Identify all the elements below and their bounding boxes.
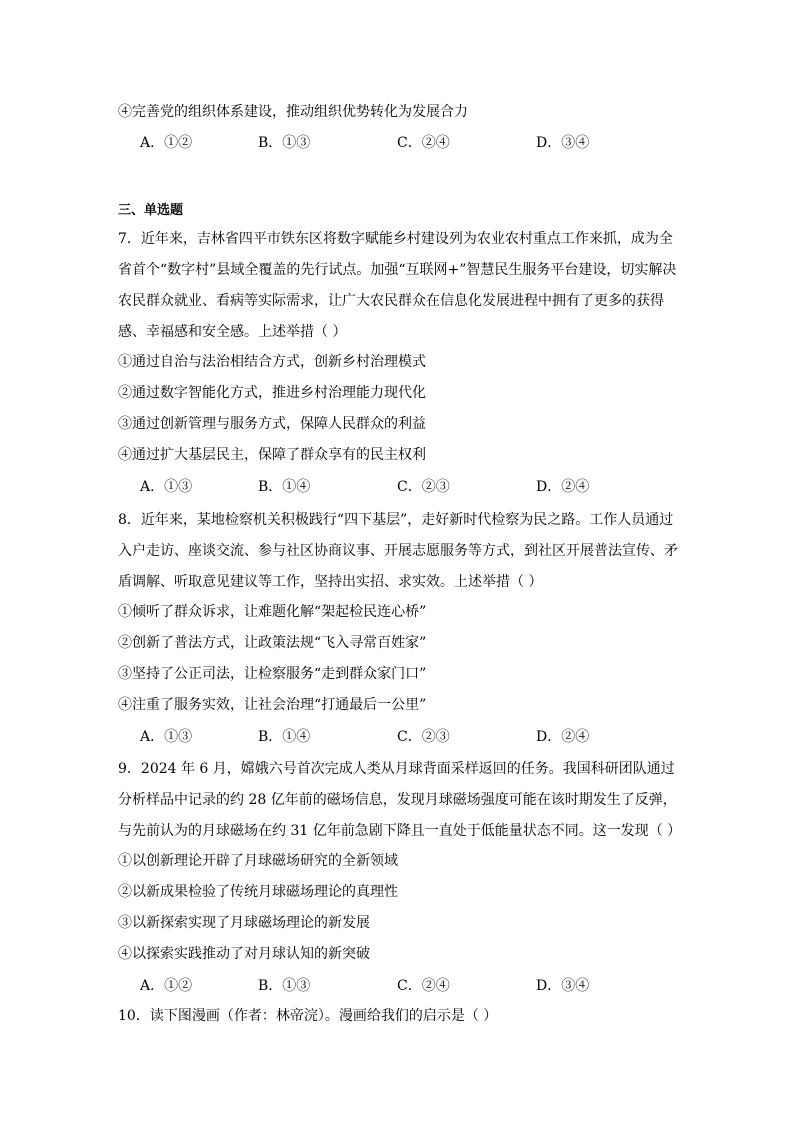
- q7-option-4: ④通过扩大基层民主，保障了群众享有的民主权利: [118, 447, 426, 463]
- choice-d[interactable]: D．②④: [536, 729, 590, 745]
- choice-b[interactable]: B．①③: [258, 135, 311, 151]
- choice-d[interactable]: D．③④: [536, 135, 590, 151]
- q7-option-3: ③通过创新管理与服务方式，保障人民群众的利益: [118, 416, 426, 432]
- q8-option-1: ①倾听了群众诉求，让难题化解“架起检民连心桥”: [118, 604, 427, 620]
- section-heading: 三、单选题: [118, 203, 184, 218]
- q9-option-2: ②以新成果检验了传统月球磁场理论的真理性: [118, 884, 398, 900]
- choice-a[interactable]: A．①②: [140, 978, 193, 994]
- choice-a[interactable]: A．①③: [140, 479, 193, 495]
- q9-option-4: ④以探索实践推动了对月球认知的新突破: [118, 946, 370, 962]
- q9-answer-choices: [140, 976, 660, 996]
- choice-d[interactable]: D．③④: [536, 978, 590, 994]
- choice-a[interactable]: A．①②: [140, 135, 193, 151]
- choice-b[interactable]: B．①③: [258, 978, 311, 994]
- question-8-stem: 8．近年来，某地检察机关积极践行“四下基层”，走好新时代检察为民之路。工作人员通过入户走访、座谈交流、参与社区协商议事、开展志愿服务等方式，到社区开展普法宣传、矛盾调解、听取意见建议等工作，坚持出实招、求实效。上述举措（ ）: [118, 512, 678, 590]
- q8-option-4: ④注重了服务实效，让社会治理“打通最后一公里”: [118, 697, 427, 713]
- choice-b[interactable]: B．①④: [258, 479, 311, 495]
- q8-option-3: ③坚持了公正司法，让检察服务“走到群众家门口”: [118, 666, 427, 682]
- q8-answer-choices: [140, 727, 660, 747]
- question-10-stem: 10．读下图漫画（作者：林帝浣）。漫画给我们的启示是（ ）: [118, 1008, 498, 1024]
- choice-c[interactable]: C．②④: [397, 978, 450, 994]
- q7-answer-choices: [140, 477, 660, 497]
- question-9-stem: 9．2024 年 6 月，嫦娥六号首次完成人类从月球背面采样返回的任务。我国科研团队通过分析样品中记录的约 28 亿年前的磁场信息，发现月球磁场强度可能在该时期发生了反弹，与先前认为的月球磁场在约 31 亿年前急剧下降且一直处于低能量状态不同。这一发现（ ）: [118, 761, 682, 839]
- choice-d[interactable]: D．②④: [536, 479, 590, 495]
- q7-option-2: ②通过数字智能化方式，推进乡村治理能力现代化: [118, 385, 426, 401]
- prev-answer-choices: [140, 133, 660, 153]
- choice-c[interactable]: C．②③: [397, 729, 450, 745]
- choice-c[interactable]: C．②③: [397, 479, 450, 495]
- q9-option-3: ③以新探索实现了月球磁场理论的新发展: [118, 915, 370, 931]
- q8-option-2: ②创新了普法方式，让政策法规“飞入寻常百姓家”: [118, 635, 427, 651]
- choice-c[interactable]: C．②④: [397, 135, 450, 151]
- question-7-stem: 7．近年来，吉林省四平市铁东区将数字赋能乡村建设列为农业农村重点工作来抓，成为全省首个“数字村”县域全覆盖的先行试点。加强“互联网+”智慧民生服务平台建设，切实解决农民群众就业、看病等实际需求，让广大农民群众在信息化发展进程中拥有了更多的获得感、幸福感和安全感。上述举措（ ）: [118, 231, 677, 340]
- prev-option-4: ④完善党的组织体系建设，推动组织优势转化为发展合力: [118, 104, 468, 120]
- choice-a[interactable]: A．①③: [140, 729, 193, 745]
- q7-option-1: ①通过自治与法治相结合方式，创新乡村治理模式: [118, 354, 426, 370]
- choice-b[interactable]: B．①④: [258, 729, 311, 745]
- q9-option-1: ①以创新理论开辟了月球磁场研究的全新领域: [118, 853, 398, 869]
